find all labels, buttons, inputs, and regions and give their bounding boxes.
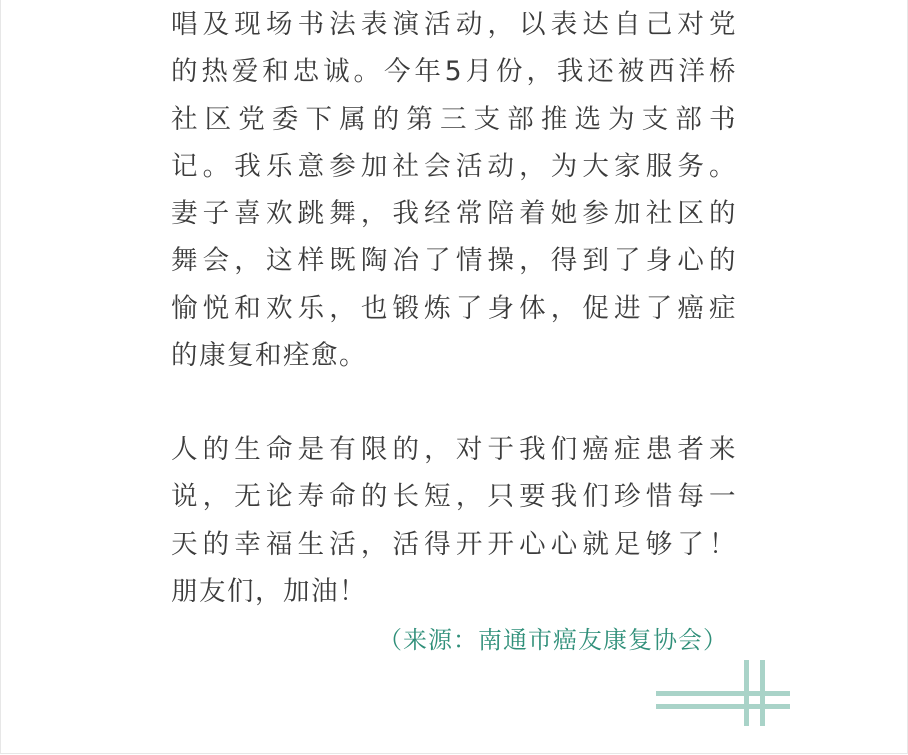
text-line: 人的生命是有限的，对于我们癌症患者来: [171, 434, 737, 465]
text-line: 愉悦和欢乐，也锻炼了身体，促进了癌症: [171, 292, 737, 324]
text-line: 朋友们，加油！: [171, 575, 367, 607]
text-line: 舞会，这样既陶冶了情操，得到了身心的: [171, 245, 737, 277]
paragraph-2: [171, 426, 737, 615]
source-attribution: （来源：南通市癌友康复协会）: [378, 626, 728, 654]
text-line: 社区党委下属的第三支部推选为支部书: [171, 103, 737, 135]
text-line: 的热爱和忠诚。今年5月份，我还被西洋桥: [171, 56, 737, 88]
text-line: 妻子喜欢跳舞，我经常陪着她参加社区的: [171, 198, 737, 230]
text-line: 唱及现场书法表演活动，以表达自己对党: [171, 9, 737, 40]
paragraph-1: [171, 1, 737, 379]
hash-decoration-icon: [656, 660, 796, 730]
text-line: 说，无论寿命的长短，只要我们珍惜每一: [171, 481, 737, 513]
text-line: 的康复和痊愈。: [171, 340, 367, 372]
text-line: 记。我乐意参加社会活动，为大家服务。: [171, 150, 737, 182]
text-line: 天的幸福生活，活得开开心心就足够了！: [171, 528, 737, 560]
